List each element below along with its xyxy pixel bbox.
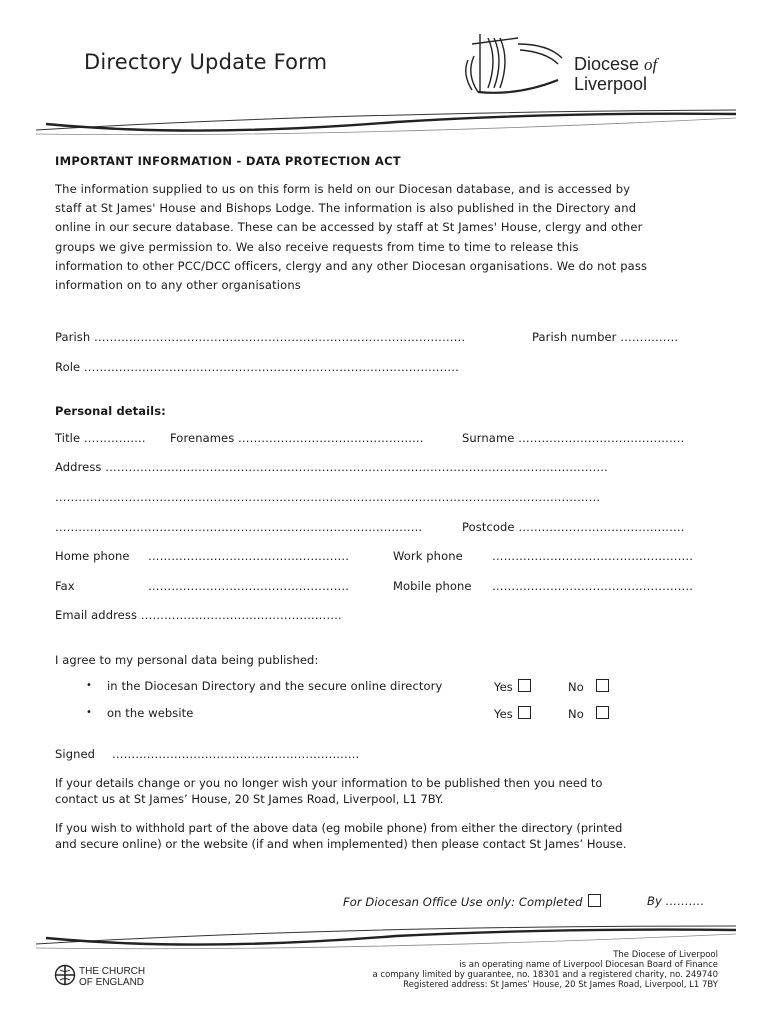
notice-line: information on to any other organisations	[55, 278, 301, 293]
work-phone-field[interactable]: …………………………………………….	[492, 549, 693, 563]
consent-directory-label: in the Diocesan Directory and the secure online directory	[107, 679, 443, 693]
mobile-phone-field[interactable]: …………………………………………….	[492, 579, 693, 593]
notice-heading: IMPORTANT INFORMATION - DATA PROTECTION ACT	[55, 154, 401, 168]
home-phone-label: Home phone	[55, 549, 130, 563]
note-line: If your details change or you no longer wish your information to be published then you need to	[55, 776, 603, 790]
logo-line2: Liverpool	[574, 74, 648, 94]
coe-line: OF ENGLAND	[79, 977, 145, 988]
consent-website-yes[interactable]: Yes	[494, 706, 531, 721]
church-of-england-logo-icon	[54, 964, 76, 986]
consent-intro: I agree to my personal data being published:	[55, 653, 319, 667]
checkbox-icon[interactable]	[596, 706, 609, 719]
footer-line: a company limited by guarantee, no. 18301 and a registered charity, no. 249740	[372, 970, 718, 980]
email-field[interactable]: Email address …………………………………………….	[55, 608, 342, 622]
signed-label: Signed	[55, 747, 96, 761]
postcode-field[interactable]: Postcode …………………………………….	[462, 520, 685, 534]
address-field-3[interactable]: …………………………………………………………………………………..	[55, 520, 423, 534]
page-title: Directory Update Form	[84, 50, 328, 74]
church-of-england-text	[79, 966, 145, 988]
office-use-by[interactable]: By ……….	[647, 894, 705, 908]
notice-line: staff at St James' House and Bishops Lodge. The information is also published in the Directory and	[55, 201, 637, 216]
header-swoosh-divider	[36, 108, 736, 142]
checkbox-icon[interactable]	[596, 679, 609, 692]
change-note	[55, 776, 602, 807]
notice-line: online in our secure database. These can be accessed by staff at St James' House, clergy and other	[55, 220, 643, 235]
parish-number-field[interactable]: Parish number ……………	[532, 330, 679, 344]
withhold-note	[55, 821, 627, 852]
forenames-field[interactable]: Forenames …………………………………………	[170, 431, 424, 445]
checkbox-icon[interactable]	[518, 706, 531, 719]
personal-details-heading: Personal details:	[55, 404, 166, 418]
logo-line1: Diocese of	[574, 54, 658, 74]
notice-line: groups we give permission to. We also receive requests from time to time to release this	[55, 239, 579, 254]
fax-label: Fax	[55, 579, 75, 593]
note-line: contact us at St James’ House, 20 St James Road, Liverpool, L1 7BY.	[55, 791, 444, 806]
surname-field[interactable]: Surname …………………………………….	[462, 431, 685, 445]
address-field-1[interactable]: Address ………………………………………………………………………………………………………………….	[55, 460, 608, 474]
checkbox-icon[interactable]	[518, 679, 531, 692]
address-field-2[interactable]: ……………………………………………………………………………………………………………………………	[55, 490, 601, 504]
notice-paragraph	[55, 180, 715, 295]
coe-line: THE CHURCH	[79, 966, 146, 977]
title-field[interactable]: Title …………….	[55, 431, 146, 445]
note-line: and secure online) or the website (if and when implemented) then please contact St James’ House.	[55, 836, 627, 851]
diocese-logo-icon	[458, 30, 574, 100]
bullet: •	[86, 680, 92, 691]
mobile-phone-label: Mobile phone	[393, 579, 472, 593]
note-line: If you wish to withhold part of the above data (eg mobile phone) from either the directory (printed	[55, 821, 623, 835]
checkbox-icon[interactable]	[588, 894, 601, 907]
footer-line: Registered address: St James’ House, 20 St James Road, Liverpool, L1 7BY	[403, 980, 718, 990]
parish-field[interactable]: Parish ……………………………………………………………………………………	[55, 330, 466, 344]
consent-directory-yes[interactable]: Yes	[494, 679, 531, 694]
consent-website-no[interactable]: No	[568, 706, 609, 721]
work-phone-label: Work phone	[393, 549, 463, 563]
bullet: •	[86, 707, 92, 718]
consent-website-label: on the website	[107, 706, 194, 720]
home-phone-field[interactable]: …………………………………………….	[148, 549, 349, 563]
consent-directory-no[interactable]: No	[568, 679, 609, 694]
footer-line: is an operating name of Liverpool Diocesan Board of Finance	[459, 960, 718, 970]
notice-line: information to other PCC/DCC officers, clergy and any other Diocesan organisations. We do not pass	[55, 258, 648, 273]
notice-line: The information supplied to us on this form is held on our Diocesan database, and is accessed by	[55, 182, 631, 196]
footer-line: The Diocese of Liverpool	[613, 950, 718, 960]
fax-field[interactable]: …………………………………………….	[148, 579, 349, 593]
office-use-label: For Diocesan Office Use only: Completed	[343, 894, 601, 909]
role-field[interactable]: Role …………………………………………………………………………………….	[55, 360, 459, 374]
signature-field[interactable]: ……………………………………………………….	[112, 747, 360, 761]
